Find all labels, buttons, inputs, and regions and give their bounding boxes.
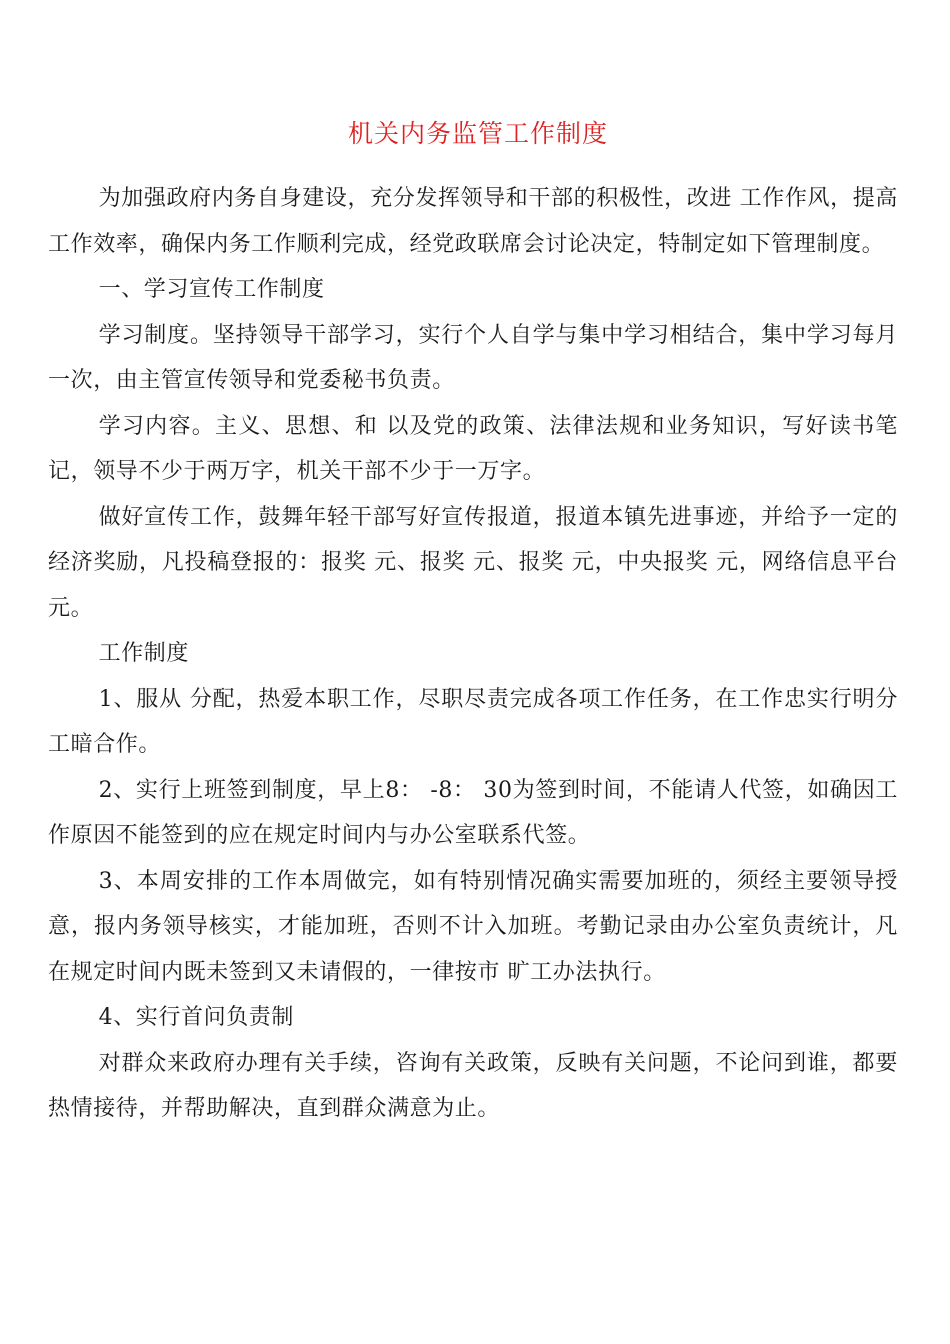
rule-4-heading: 4、实行首问负责制 [98,1005,294,1030]
study-system-paragraph: 学习制度。坚持领导干部学习，实行个人自学与集中学习相结合，集中学习每月一次，由主管宣传领导和党委秘书负责。 [48,322,898,393]
rule-2-paragraph: 2、实行上班签到制度，早上8： -8： 30为签到时间，不能请人代签，如确因工作原因不能签到的应在规定时间内与办公室联系代签。 [48,777,898,848]
document-title: 机关内务监管工作制度 [347,119,608,148]
rule-3-paragraph: 3、本周安排的工作本周做完，如有特别情况确实需要加班的，须经主要领导授意，报内务领导核实，才能加班，否则不计入加班。考勤记录由办公室负责统计，凡在规定时间内既未签到又未请假的，一律按市 旷工办法执行。 [48,868,898,985]
section-heading-work-system: 工作制度 [98,641,189,666]
intro-paragraph: 为加强政府内务自身建设，充分发挥领导和干部的积极性，改进 工作作风，提高工作效率，确保内务工作顺利完成，经党政联席会讨论决定，特制定如下管理制度。 [48,186,898,257]
rule-1-paragraph: 1、服从 分配，热爱本职工作，尽职尽责完成各项工作任务，在工作忠实行明分工暗合作。 [48,686,898,757]
document-page [48,110,898,1132]
section-heading-study-publicity: 一、学习宣传工作制度 [98,277,325,302]
publicity-work-paragraph: 做好宣传工作，鼓舞年轻干部写好宣传报道，报道本镇先进事迹，并给予一定的经济奖励，凡投稿登报的：报奖 元、报奖 元、报奖 元，中央报奖 元，网络信息平台 元。 [48,504,898,621]
study-content-paragraph: 学习内容。主义、思想、和 以及党的政策、法律法规和业务知识，写好读书笔记，领导不少于两万字，机关干部不少于一万字。 [48,413,898,484]
first-contact-responsibility-paragraph: 对群众来政府办理有关手续，咨询有关政策，反映有关问题，不论问到谁，都要热情接待，并帮助解决，直到群众满意为止。 [48,1050,898,1121]
